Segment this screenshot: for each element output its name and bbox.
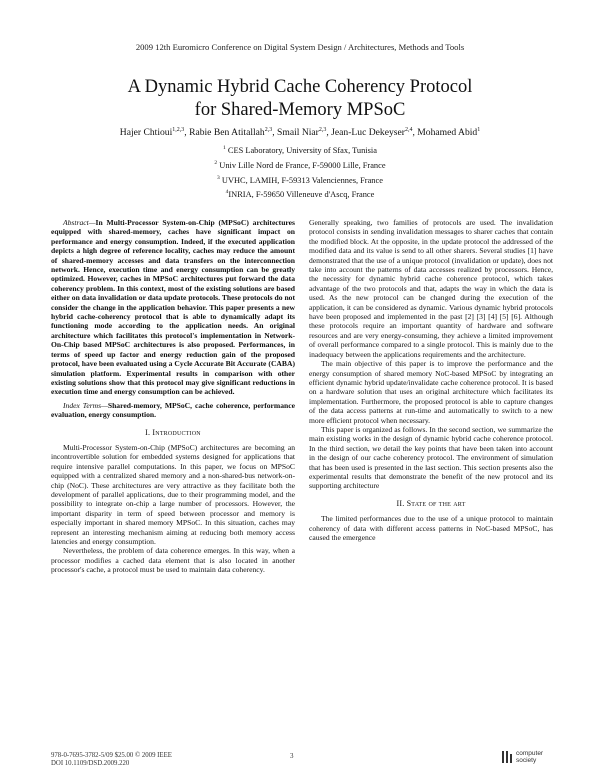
section-heading-introduction: I. Introduction bbox=[145, 427, 201, 437]
author: Jean-Luc Dekeyser$^{2,4}$, bbox=[331, 127, 418, 139]
paragraph: Multi-Processor System-on-Chip (MPSoC) architectures are becoming an incontrovertible solution for embedded systems designed for applications that require intensive parallel computations. In this paper, we focus on MPSoC equipped with a centralized shared memory and a non-shared-bus network-on-chip (NoC). These architectures are very attractive as they facilitate both the development of parallel applications, due to their programming model, and the possibility to integrate on-chip a large number of processors. However, the important disparity in term of speed between processor and memory is especially important in shared memory MPSoC. In this situation, caches may represent an interesting mechanism aiming at reducing both memory access latencies and energy consumption. bbox=[51, 442, 295, 546]
author: Mohamed Abid$^1$ bbox=[417, 127, 481, 139]
index-terms-text: Shared-memory, MPSoC, cache coherence, performance evaluation, energy consumption. bbox=[51, 400, 295, 420]
paragraph: The main objective of this paper is to improve the performance and the energy consumption of shared memory NoC-based MPSoC by integrating an efficient dynamic hybrid update/invalidate cache coherence protocol. It is based on a hardware solution that uses an original architecture which facilitates its implementation. Furthermore, the proposed protocol is able to capture changes of the data access patterns at run-time and automatically to switch to a new more efficient protocol when necessary. bbox=[309, 359, 553, 425]
paper-title bbox=[40, 76, 560, 122]
title-line-1: A Dynamic Hybrid Cache Coherency Protocol bbox=[127, 77, 473, 97]
left-column bbox=[51, 218, 295, 575]
abstract: Abstract—In Multi-Processor System-on-Chip (MPSoC) architectures equipped with shared-memory, caches have significant impact on performance and energy consumption. Indeed, if the executed application depicts a high degree of reference locality, caches may reduce the amount of shared-memory accesses and data transfers on the interconnection network. Hence, execution time and energy consumption can be greatly optimized. However, caches in MPSoC architectures put forward the data coherency problem. In this context, most of the existing solutions are based either on data invalidation or data update protocols. These protocols do not consider the change in the application behavior. This paper presents a new hybrid cache-coherency protocol that is able to dynamically adapt its functioning mode according to the application needs. An original architecture which facilitates this protocol's implementation in Network-On-Chip based MPSoC architectures is also proposed. Performances, in terms of speed up factor and energy reduction gain of the proposed protocol, have been evaluated using a Cycle Accurate Bit Accurate (CABA) simulation platform. Experimental results in comparison with other existing solutions show that this protocol may give significant reductions in execution time and energy consumption can be achieved. bbox=[51, 218, 295, 397]
paragraph: Generally speaking, two families of protocols are used. The invalidation protocol consists in sending invalidation messages to sharer caches that contain the modified block. At the opposite, in the update protocol the addressed of the modified data and its value is send to all other sharers. Several studies [1] have demonstrated that the use of a unique protocol (invalidation or update), does not take into account the patterns of data accesses realized by processors. Hence, the necessity for dynamic hybrid cache coherence protocol, which takes advantage of the two protocols and that, adapts the way in which the data is used. As the new protocol can be changed during the execution of the application, it can be considered as dynamic. Various dynamic hybrid protocols have been proposed and implemented in the past [2] [3] [4] [5] [6]. Although these protocols require an important quantity of hardware and software resources and are very energy-consuming, they achieve a limited improvement of overall performance compared to a single protocol. This is mainly due to the inadequacy between the applications requirements and the architecture. bbox=[309, 218, 553, 359]
page-number: 3 bbox=[290, 752, 294, 760]
affiliation: $^4$INRIA, F-59650 Villeneuve d'Ascq, France bbox=[225, 189, 375, 200]
author: Rabie Ben Atitallah$^{2,3}$, bbox=[189, 127, 278, 139]
footer-isbn: 978-0-7695-3782-5/09 $25.00 © 2009 IEEE bbox=[51, 752, 172, 759]
footer-doi: DOI 10.1109/DSD.2009.220 bbox=[51, 760, 130, 767]
index-terms: Index Terms—Shared-memory, MPSoC, cache coherence, performance evaluation, energy consumption. bbox=[51, 400, 295, 420]
computer-society-logo-icon bbox=[500, 750, 514, 764]
logo-line-2: society bbox=[516, 757, 537, 764]
affiliations bbox=[120, 142, 480, 201]
author: Hajer Chtioui$^{1,2,3}$, bbox=[119, 127, 190, 139]
logo-line-1: computer bbox=[516, 750, 544, 757]
section-heading-state-of-the-art: II. State of the art bbox=[396, 498, 466, 508]
footer-citation bbox=[51, 752, 172, 768]
affiliation: $^2$ Univ Lille Nord de France, F-59000 Lille, France bbox=[214, 159, 386, 170]
computer-society-logo bbox=[500, 748, 560, 768]
title-line-2: for Shared-Memory MPSoC bbox=[194, 100, 406, 120]
index-terms-label: Index Terms bbox=[63, 400, 102, 410]
author-list bbox=[20, 127, 580, 138]
right-column bbox=[309, 218, 553, 542]
author: Smail Niar$^{2,3}$, bbox=[277, 127, 332, 139]
abstract-label: Abstract bbox=[63, 218, 89, 227]
conference-header: 2009 12th Euromicro Conference on Digital System Design / Architectures, Methods and Tools bbox=[135, 42, 465, 52]
affiliation: $^1$ CES Laboratory, University of Sfax, Tunisia bbox=[223, 145, 377, 155]
affiliation: $^3$ UVHC, LAMIH, F-59313 Valenciennes, France bbox=[217, 174, 383, 185]
abstract-text: In Multi-Processor System-on-Chip (MPSoC) architectures equipped with shared-memory, caches have significant impact on performance and energy consumption. Indeed, if the executed application depicts a high degree of reference locality, caches may reduce the amount of shared-memory accesses and data transfers on the interconnection network. Hence, execution time and energy consumption can be greatly optimized. However, caches in MPSoC architectures put forward the data coherency problem. In this context, most of the existing solutions are based either on data invalidation or data update protocols. These protocols do not consider the change in the application behavior. This paper presents a new hybrid cache-coherency protocol that is able to dynamically adapt its functioning mode according to the application needs. An original architecture which facilitates this protocol's implementation in Network-On-Chip based MPSoC architectures is also proposed. Performances, in terms of speed up factor and energy reduction gain of the proposed protocol, have been evaluated using a Cycle Accurate Bit Accurate (CABA) simulation platform. Experimental results in comparison with other existing solutions show that this protocol may give significant reductions in execution time and energy consumption can be achieved. bbox=[51, 218, 295, 397]
paragraph: This paper is organized as follows. In the second section, we summarize the main existing works in the design of dynamic hybrid cache coherence protocol. In the third section, we detail the key points that have been taken into account in the design of our cache coherency protocol. The environment of simulation that has been used is presented in the last section. This section presents also the experimental results that demonstrate the benefit of the new protocol and its supporting architecture bbox=[309, 424, 553, 491]
paragraph: Nevertheless, the problem of data coherence emerges. In this way, when a processor modifies a cached data element that is also located in another processor's cache, a protocol must be used to maintain data coherency. bbox=[51, 546, 295, 575]
paragraph: The limited performances due to the use of a unique protocol to maintain coherency of data with different access patterns in NoC-based MPSoC, has caused the emergence bbox=[309, 514, 553, 542]
